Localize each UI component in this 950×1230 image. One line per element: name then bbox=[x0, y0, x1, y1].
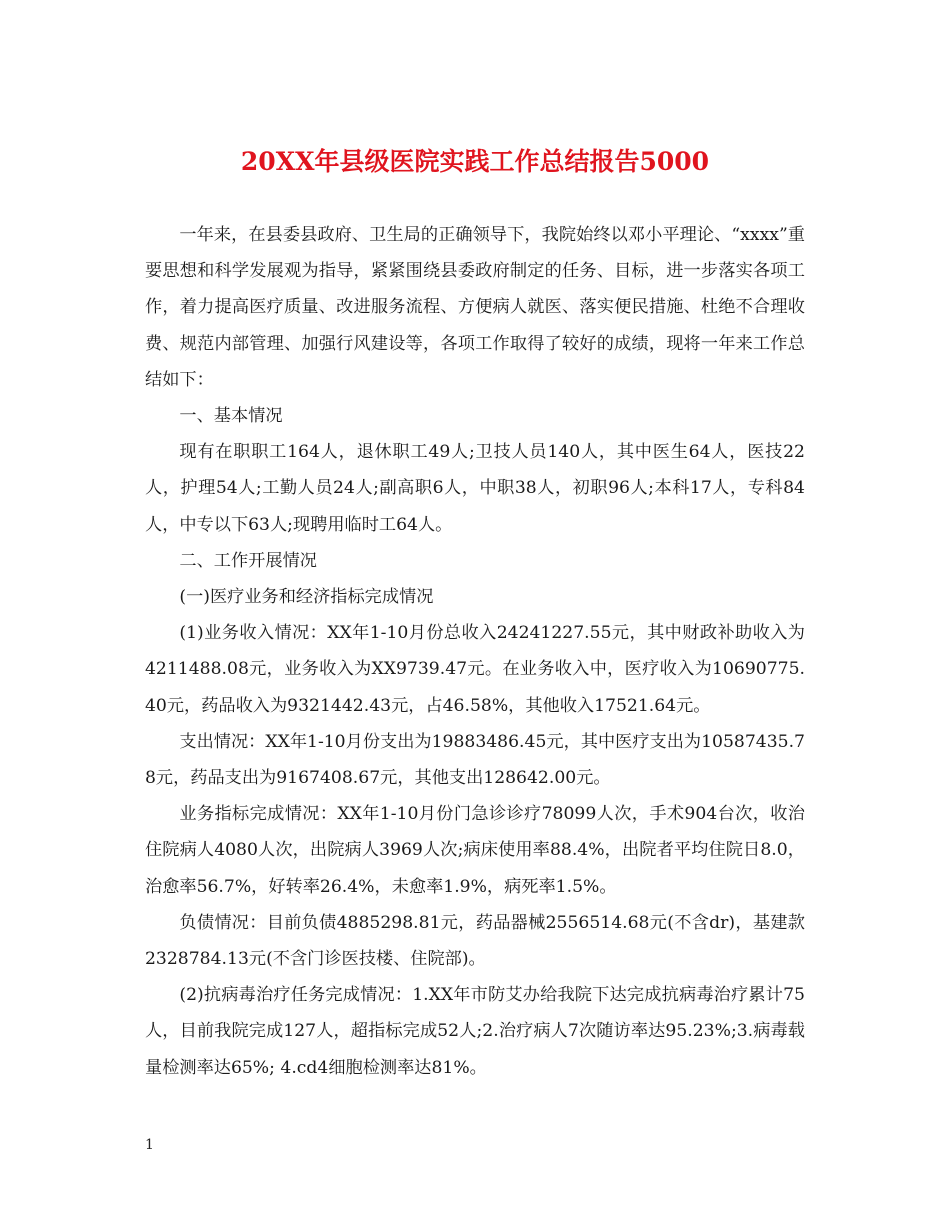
page-number: 1 bbox=[145, 1137, 154, 1153]
expense-paragraph: 支出情况：XX年1-10月份支出为19883486.45元，其中医疗支出为10587435.78元，药品支出为9167408.67元，其他支出128642.00元。 bbox=[145, 731, 805, 789]
subsection-heading-indicators: (一)医疗业务和经济指标完成情况 bbox=[179, 587, 434, 608]
debt-paragraph: 负债情况：目前负债4885298.81元，药品器械2556514.68元(不含dr)，基建款2328784.13元(不含门诊医技楼、住院部)。 bbox=[145, 912, 805, 970]
document-body bbox=[145, 217, 805, 1086]
intro-paragraph: 一年来，在县委县政府、卫生局的正确领导下，我院始终以邓小平理论、“xxxx”重要思想和科学发展观为指导，紧紧围绕县委政府制定的任务、目标，进一步落实各项工作，着力提高医疗质量、改进服务流程、方便病人就医、落实便民措施、杜绝不合理收费、规范内部管理、加强行风建设等，各项工作取得了较好的成绩，现将一年来工作总结如下： bbox=[145, 225, 805, 390]
staff-paragraph: 现有在职职工164人，退休职工49人;卫技人员140人，其中医生64人，医技22人，护理54人;工勤人员24人;副高职6人，中职38人，初职96人;本科17人，专科84人，中专以下63人;现聘用临时工64人。 bbox=[145, 442, 805, 535]
section-heading-work: 二、工作开展情况 bbox=[179, 550, 317, 571]
section-heading-basic-info: 一、基本情况 bbox=[179, 406, 283, 427]
document-title: 20XX年县级医院实践工作总结报告5000 bbox=[240, 147, 710, 176]
indicator-paragraph: 业务指标完成情况：XX年1-10月份门急诊诊疗78099人次，手术904台次，收治住院病人4080人次，出院病人3969人次;病床使用率88.4%，出院者平均住院日8.0，治愈率56.7%，好转率26.4%，未愈率1.9%，病死率1.5%。 bbox=[145, 804, 805, 897]
antiviral-paragraph: (2)抗病毒治疗任务完成情况：1.XX年市防艾办给我院下达完成抗病毒治疗累计75人，目前我院完成127人，超指标完成52人;2.治疗病人7次随访率达95.23%;3.病毒载量检测率达65%; 4.cd4细胞检测率达81%。 bbox=[145, 985, 805, 1078]
revenue-paragraph: (1)业务收入情况：XX年1-10月份总收入24241227.55元，其中财政补助收入为4211488.08元，业务收入为XX9739.47元。在业务收入中，医疗收入为10690775.40元，药品收入为9321442.43元，占46.58%，其他收入17521.64元。 bbox=[145, 623, 805, 716]
